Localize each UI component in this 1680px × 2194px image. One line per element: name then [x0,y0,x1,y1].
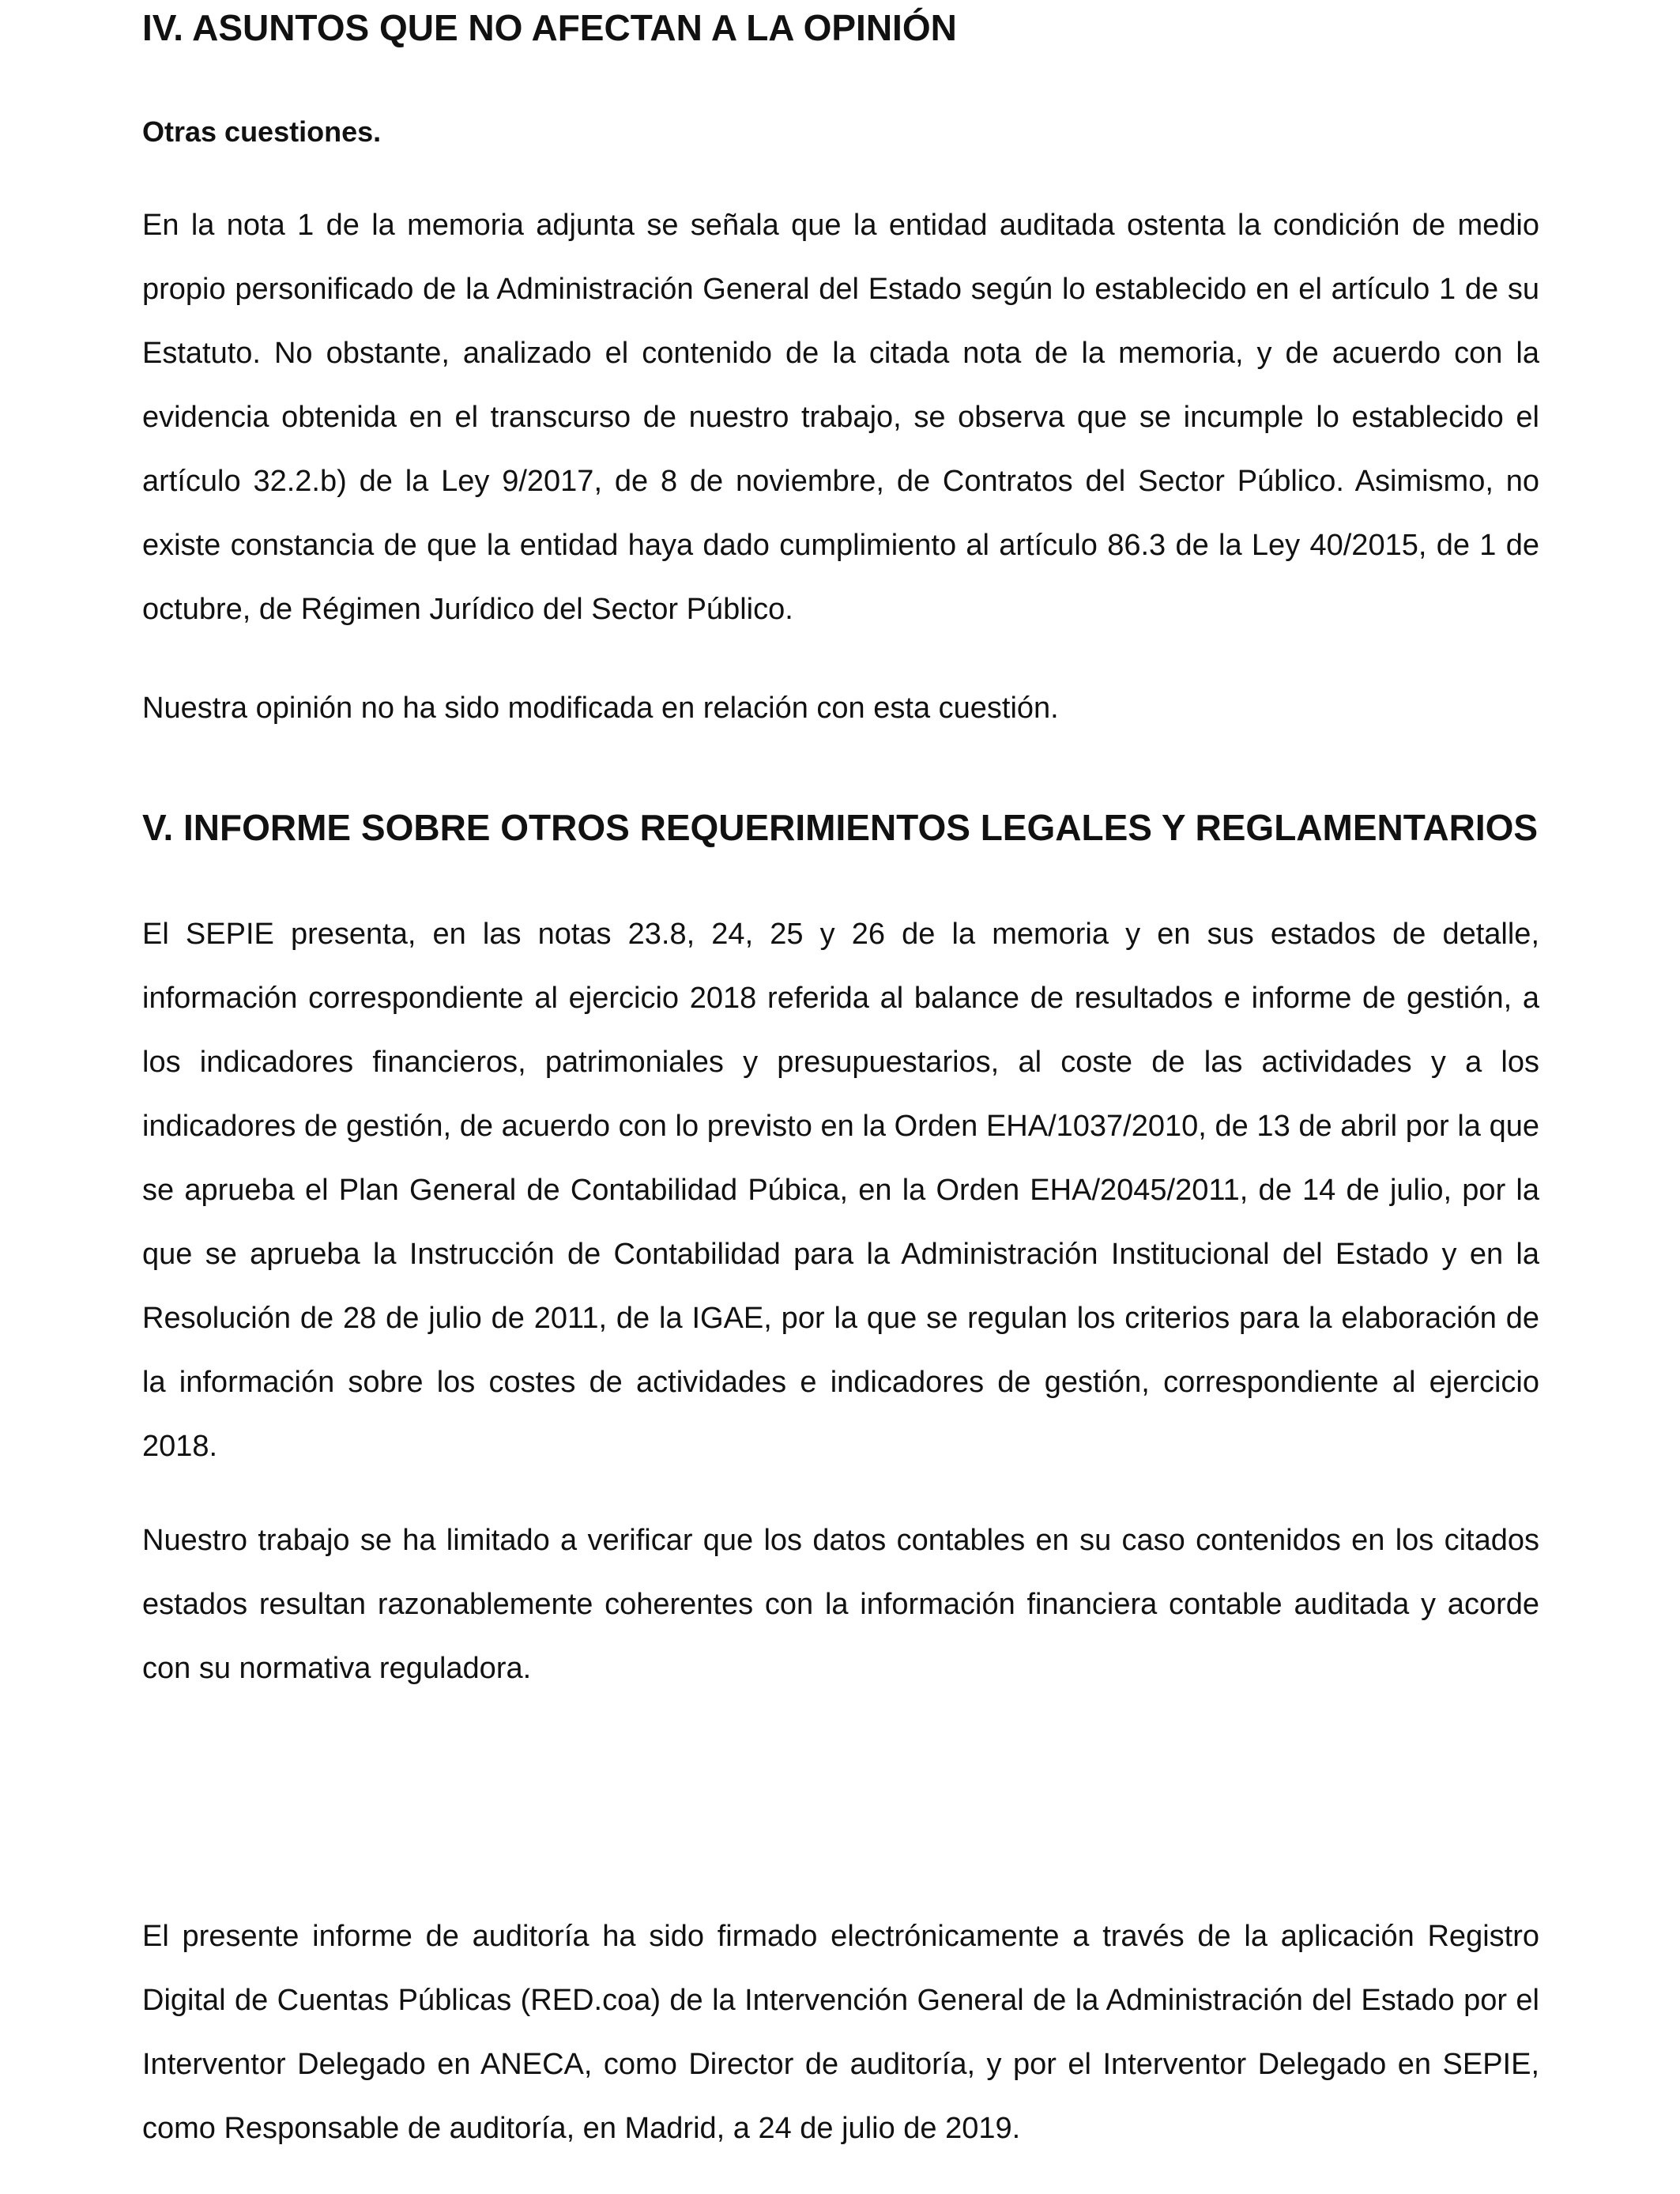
section-5-heading: V. INFORME SOBRE OTROS REQUERIMIENTOS LEGALES Y REGLAMENTARIOS [142,807,1539,848]
section-4-paragraph-1: En la nota 1 de la memoria adjunta se señala que la entidad auditada ostenta la condición de medio propio personificado de la Administración General del Estado según lo establecido en el artículo 1 de su Estatuto. No obstante, analizado el contenido de la citada nota de la memoria, y de acuerdo con la evidencia obtenida en el transcurso de nuestro trabajo, se observa que se incumple lo establecido el artículo 32.2.b) de la Ley 9/2017, de 8 de noviembre, de Contratos del Sector Público. Asimismo, no existe constancia de que la entidad haya dado cumplimiento al artículo 86.3 de la Ley 40/2015, de 1 de octubre, de Régimen Jurídico del Sector Público. [142,209,1539,626]
signature-paragraph: El presente informe de auditoría ha sido firmado electrónicamente a través de la aplicación Registro Digital de Cuentas Públicas (RED.coa) de la Intervención General de la Administración del Estado por el Interventor Delegado en ANECA, como Director de auditoría, y por el Interventor Delegado en SEPIE, como Responsable de auditoría, en Madrid, a 24 de julio de 2019. [142,1920,1539,2145]
section-5-paragraph-1: El SEPIE presenta, en las notas 23.8, 24, 25 y 26 de la memoria y en sus estados de detalle, información correspondiente al ejercicio 2018 referida al balance de resultados e informe de gestión, a los indicadores financieros, patrimoniales y presupuestarios, al coste de las actividades y a los indicadores de gestión, de acuerdo con lo previsto en la Orden EHA/1037/2010, de 13 de abril por la que se aprueba el Plan General de Contabilidad Púbica, en la Orden EHA/2045/2011, de 14 de julio, por la que se aprueba la Instrucción de Contabilidad para la Administración Institucional del Estado y en la Resolución de 28 de julio de 2011, de la IGAE, por la que se regulan los criterios para la elaboración de la información sobre los costes de actividades e indicadores de gestión, correspondiente al ejercicio 2018. [142,918,1539,1463]
section-5-paragraph-2: Nuestro trabajo se ha limitado a verificar que los datos contables en su caso contenidos en los citados estados resultan razonablemente coherentes con la información financiera contable auditada y acorde con su normativa reguladora. [142,1524,1539,1685]
section-4-paragraph-2: Nuestra opinión no ha sido modificada en relación con esta cuestión. [142,692,1059,725]
section-4-subheading: Otras cuestiones. [142,115,382,148]
section-4-heading: IV. ASUNTOS QUE NO AFECTAN A LA OPINIÓN [142,7,957,48]
